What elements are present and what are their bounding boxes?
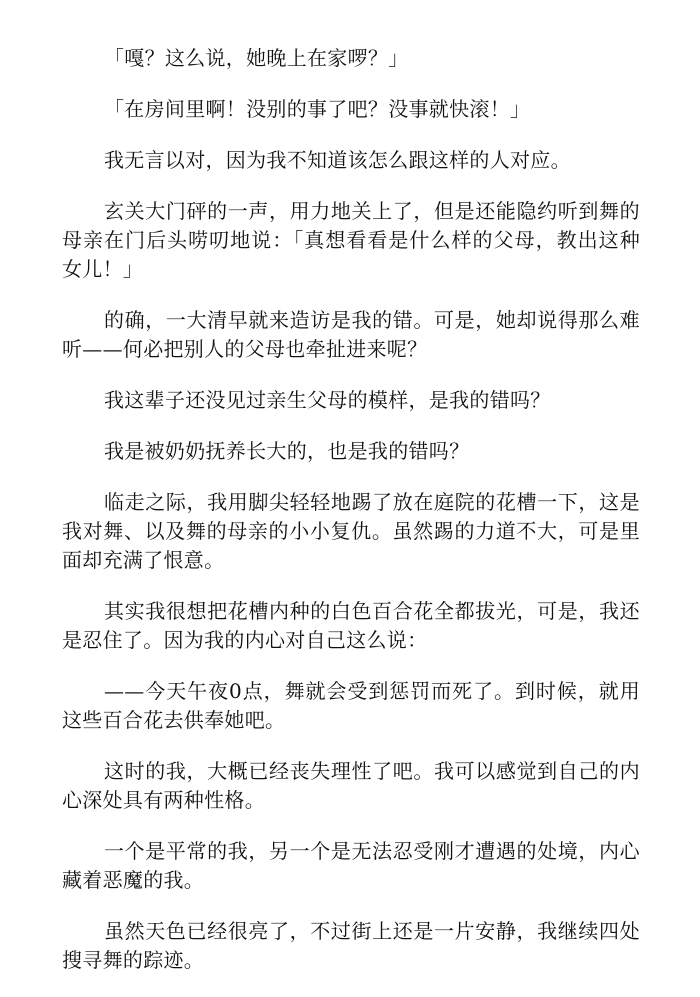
paragraph-6: 我这辈子还没见过亲生父母的模样，是我的错吗？ xyxy=(104,388,551,412)
paragraph-11: 这时的我，大概已经丧失理性了吧。我可以感觉到自己的内心深处具有两种性格。 xyxy=(62,759,640,812)
paragraph-5: 的确，一大清早就来造访是我的错。可是，她却说得那么难听——何必把别人的父母也牵扯进来呢？ xyxy=(62,308,640,361)
paragraph-9: 其实我很想把花槽内种的白色百合花全都拔光，可是，我还是忍住了。因为我的内心对自己这么说： xyxy=(62,599,640,652)
document-page xyxy=(62,44,640,997)
paragraph-8: 临走之际，我用脚尖轻轻地踢了放在庭院的花槽一下，这是我对舞、以及舞的母亲的小小复仇。虽然踢的力道不大，可是里面却充满了恨意。 xyxy=(62,490,640,572)
paragraph-13: 虽然天色已经很亮了，不过街上还是一片安静，我继续四处搜寻舞的踪迹。 xyxy=(62,919,640,972)
paragraph-2: 「在房间里啊！没别的事了吧？没事就快滚！」 xyxy=(104,97,531,121)
paragraph-10: ——今天午夜0点，舞就会受到惩罚而死了。到时候，就用这些百合花去供奉她吧。 xyxy=(62,679,640,732)
paragraph-3: 我无言以对，因为我不知道该怎么跟这样的人对应。 xyxy=(104,148,571,172)
paragraph-1: 「嘎？这么说，她晚上在家啰？」 xyxy=(104,46,409,70)
paragraph-12: 一个是平常的我，另一个是无法忍受刚才遭遇的处境，内心藏着恶魔的我。 xyxy=(62,839,640,892)
paragraph-4: 玄关大门砰的一声，用力地关上了，但是还能隐约听到舞的母亲在门后头唠叨地说：「真想看看是什么样的父母，教出这种女儿！」 xyxy=(62,199,640,281)
paragraph-7: 我是被奶奶抚养长大的，也是我的错吗？ xyxy=(104,439,470,463)
